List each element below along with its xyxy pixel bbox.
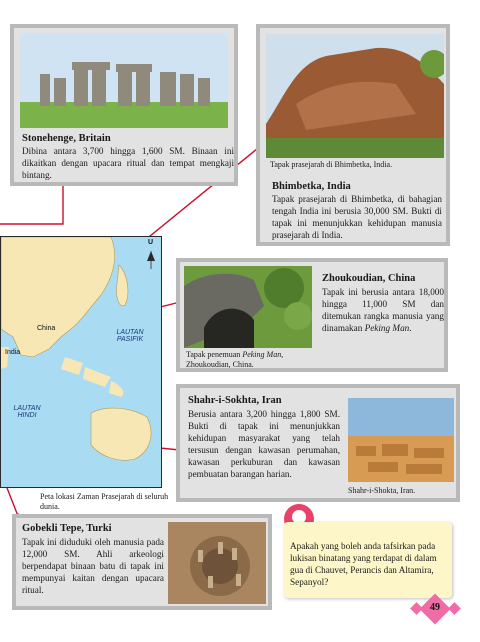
shahr-text: Berusia antara 3,200 hingga 1,800 SM. Bukti di tapak ini menunjukkan kehidupan masyarakat yang telah tersusun dengan kawasan perumahan, kawasan perkuburan dan kawasan pembuatan barangan harian. [188, 409, 340, 479]
stonehenge-text: Dibina antara 3,700 hingga 1,600 SM. Binaan ini dikaitkan dengan upacara ritual dan tempat mengkaji bintang. [22, 146, 234, 180]
shahr-photo [348, 398, 454, 482]
zhoukoudian-card [176, 258, 448, 372]
gobekli-photo [168, 522, 266, 604]
shahr-card [176, 384, 460, 502]
zhoukoudian-photo [184, 266, 312, 348]
gobekli-text: Tapak ini diduduki oleh manusia pada 12,000 SM. Ahli arkeologi berpendapat binaan batu di tapak ini mempunyai kaitan dengan upacara ritual. [22, 537, 164, 595]
map-label-indian: LAUTAN HINDI [13, 405, 41, 419]
stonehenge-title: Stonehenge, Britain [22, 133, 111, 144]
bhimbetka-card [256, 24, 450, 246]
world-map [0, 236, 162, 488]
bhimbetka-caption: Tapak prasejarah di Bhimbetka, India. [270, 160, 393, 169]
question-note [284, 522, 452, 598]
map-north-label: U [148, 239, 154, 246]
gobekli-title: Gobekli Tepe, Turki [22, 523, 112, 534]
stonehenge-card [10, 24, 238, 186]
bhimbetka-photo [266, 34, 444, 158]
zhoukoudian-caption: Tapak penemuan Peking Man, Zhoukoudian, China. [186, 350, 284, 369]
bhimbetka-title: Bhimbetka, India [272, 181, 351, 192]
shahr-title: Shahr-i-Sokhta, Iran [188, 395, 282, 406]
page-number: 49 [430, 602, 440, 613]
map-caption: Peta lokasi Zaman Prasejarah di seluruh dunia. [40, 492, 169, 511]
question-text: Apakah yang boleh anda tafsirkan pada lukisan binatang yang terdapat di dalam gua di Chauvet, Perancis dan Altamira, Sepanyol? [290, 541, 437, 587]
zhoukoudian-text: Tapak ini berusia antara 18,000 hingga 11,000 SM dan ditemukan rangka manusia yang dinamakan Peking Man. [322, 287, 444, 333]
gobekli-card [12, 514, 272, 610]
stonehenge-photo [20, 34, 228, 128]
shahr-caption: Shahr-i-Shokta, Iran. [348, 486, 416, 495]
map-label-india: India [5, 349, 21, 356]
bhimbetka-text: Tapak prasejarah di Bhimbetka, di bahagian tengah India ini berusia 30,000 SM. Bukti di tapak ini menunjukkan kehidupan manusia prasejarah di India. [272, 194, 442, 240]
map-label-pacific: LAUTAN PASIFIK [116, 329, 144, 343]
zhoukoudian-title: Zhoukoudian, China [322, 273, 416, 284]
map-label-china: China [37, 325, 56, 332]
